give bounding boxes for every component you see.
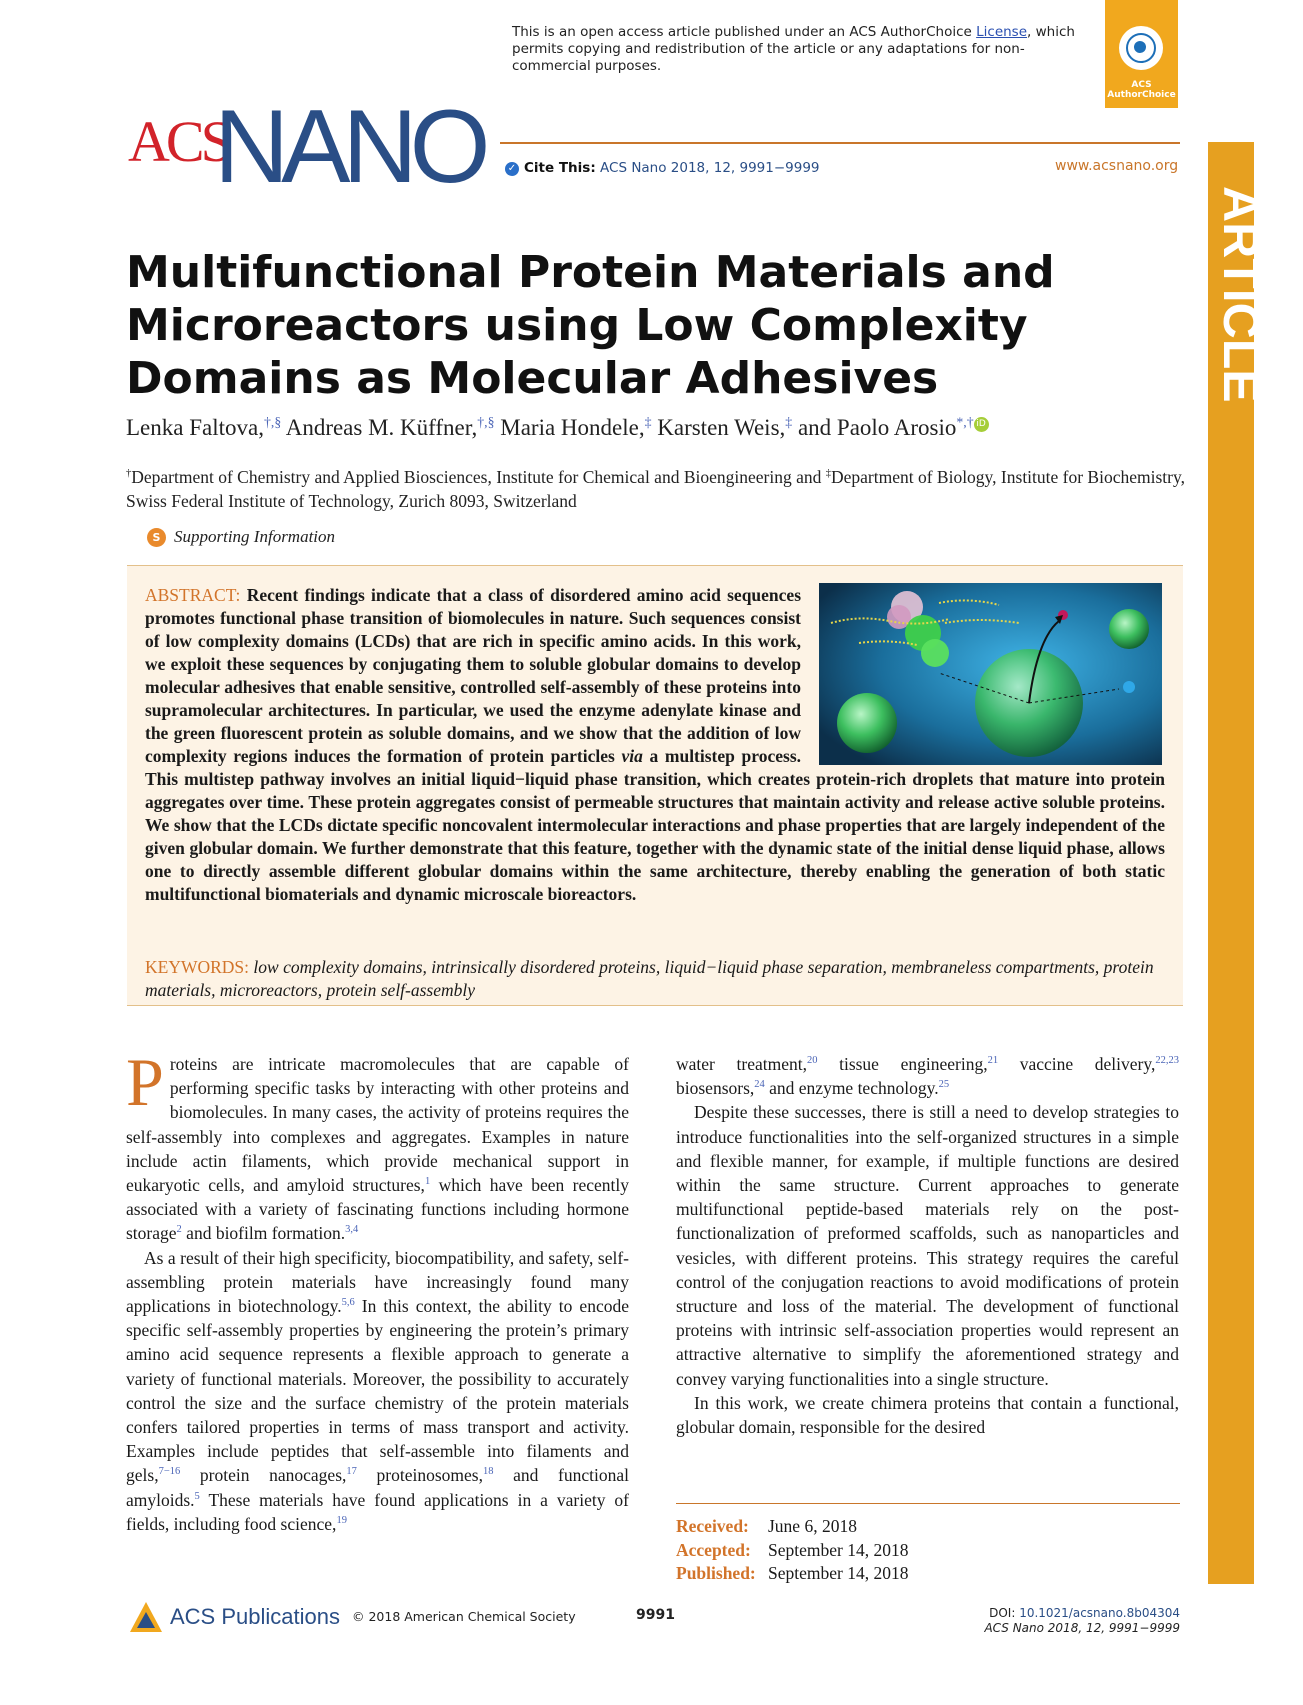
body-column-left: [126, 1044, 630, 1536]
drop-cap: P: [126, 1044, 164, 1120]
journal-logo: [128, 89, 508, 205]
citation[interactable]: 3,4: [345, 1224, 359, 1236]
body-text: proteinosomes,: [356, 1465, 483, 1486]
abstract-text: Recent findings indicate that a class of disordered amino acid sequences promotes functional phase transition of biomolecules in nature. Such sequences consist of low complexity domains (LCDs) that are rich in specific amino acids. In this work, we exploit these sequences by conjugating them to soluble globular domains to develop molecular adhesives that enable sensitive, controlled self-assembly of these proteins into supramolecular architectures. In particular, we used the enzyme adenylate kinase and the green fluorescent protein as soluble domains, and we show that the addition of low complexity regions induces the formation of protein particles: [145, 585, 802, 766]
header-rule: [500, 142, 1180, 144]
article-side-tab: [1208, 142, 1269, 1584]
history-dates: [676, 1515, 908, 1586]
cite-label: Cite This:: [524, 160, 596, 176]
toc-graphic: [819, 583, 1162, 765]
cite-reference: ACS Nano 2018, 12, 9991−9999: [600, 160, 820, 176]
dates-rule: [676, 1503, 1180, 1504]
citation[interactable]: 5: [194, 1490, 200, 1502]
doi-block: [900, 1606, 1180, 1636]
supporting-info-link[interactable]: Supporting Information: [174, 527, 336, 546]
body-text: and biofilm formation.: [181, 1223, 346, 1244]
affiliation-2: Department of Biology, Institute for Biochemistry, Swiss Federal Institute of Technology, Zurich 8093, Switzerland: [126, 467, 1185, 511]
date-value: September 14, 2018: [768, 1539, 909, 1560]
citation[interactable]: 21: [987, 1055, 999, 1067]
author-choice-icon: [1119, 26, 1163, 70]
author-name[interactable]: and Paolo Arosio: [797, 415, 957, 440]
body-text: As a result of their high specificity, biocompatibility, and safety, self-assembling protein materials have increasingly found many applications in biotechnology.: [126, 1247, 629, 1317]
open-access-text-2: , which permits copying and redistribution of the article or any adaptations for non-commercial purposes.: [512, 24, 1075, 74]
orcid-icon[interactable]: iD: [974, 417, 989, 432]
body-text: roteins are intricate macromolecules that are capable of performing specific tasks by interacting with other proteins and biomolecules. In many cases, the activity of proteins requires the self-assembly into complexes and aggregates. Examples in nature include actin filaments, which provide mechanical support in eukaryotic cells, and amyloid structures,: [126, 1054, 629, 1196]
date-label: Received:: [676, 1516, 749, 1536]
article-tab-label: ARTICLE: [1213, 186, 1269, 403]
body-text: water treatment,: [676, 1054, 807, 1074]
citation[interactable]: 22,23: [1155, 1055, 1179, 1067]
body-paragraph: In this work, we create chimera proteins that contain a functional, globular domain, responsible for the desired: [676, 1392, 1179, 1438]
author-affiliation-mark: *,†: [956, 414, 974, 430]
body-paragraph: [126, 1044, 629, 1246]
body-text: protein nanocages,: [180, 1465, 347, 1486]
body-paragraph: [126, 1246, 629, 1536]
citation[interactable]: 18: [482, 1466, 494, 1478]
author-affiliation-mark: ‡: [785, 414, 793, 430]
author-affiliation-mark: ‡: [644, 414, 652, 430]
date-row: [676, 1539, 908, 1563]
abstract-text-cont: a multistep process. This multistep pathway involves an initial liquid−liquid phase transition, which creates protein-rich droplets that mature into protein aggregates over time. These protein aggregates consist of permeable structures that maintain activity and release active soluble proteins. We show that the LCDs dictate specific noncovalent intermolecular interactions and phase properties that are largely independent of the given globular domain. We further demonstrate that this feature, together with the dynamic state of the initial dense liquid phase, allows one to directly assemble different globular domains within the same architecture, thereby enabling the generation of both static multifunctional biomaterials and dynamic microscale bioreactors.: [145, 746, 1165, 904]
supporting-info-icon[interactable]: S: [147, 528, 166, 547]
affiliation-1: Department of Chemistry and Applied Biosciences, Institute for Chemical and Bioengineering and: [131, 467, 826, 487]
body-paragraph: Despite these successes, there is still a need to develop strategies to introduce functionalities into the self-organized structures in a simple and flexible manner, for example, if multiple functions are desired within the same structure. Current approaches to generate multifunctional peptide-based materials rely on the post-functionalization of preformed scaffolds, such as nanoparticles and vesicles, with different proteins. This strategy requires the careful control of the conjugation reactions to avoid modifications of protein structure and loss of the material. The development of functional proteins with intrinsic self-association properties would represent an attractive alternative to simplify the aforementioned strategy and convey varying functionalities into a single structure.: [676, 1102, 1179, 1389]
substrate-molecule: [1123, 681, 1135, 693]
affiliations: †Department of Chemistry and Applied Biosciences, Institute for Chemical and Bioengineering and ‡Department of Biology, Institute for Biochemistry, Swiss Federal Institute of Technology, Zurich 8093, Switzerland: [126, 467, 1185, 511]
body-text: In this context, the ability to encode specific self-assembly properties by engineering the protein’s primary amino acid sequence represents a flexible approach to generate a variety of functional materials. Moreover, the possibility to accurately control the size and the surface chemistry of the protein materials confers tailored properties in terms of mass transport and activity. Examples include peptides that self-assemble into filaments and gels,: [126, 1296, 629, 1486]
date-value: September 14, 2018: [768, 1563, 909, 1583]
body-text: vaccine delivery,: [998, 1054, 1156, 1074]
keywords: [145, 956, 1165, 1002]
paper-title: Multifunctional Protein Materials and Microreactors using Low Complexity Domains as Molecular Adhesives: [126, 247, 1055, 404]
body-text: which have been recently associated with a variety of fascinating functions including hormone storage: [126, 1175, 629, 1244]
abstract-label: ABSTRACT:: [145, 585, 241, 605]
small-droplet-left: [837, 693, 897, 753]
cite-line[interactable]: [524, 160, 820, 176]
author-choice-label: ACS AuthorChoice: [1107, 80, 1176, 100]
author-list: [126, 415, 1186, 441]
abstract-italic: via: [621, 746, 643, 766]
author-name[interactable]: Maria Hondele,: [500, 415, 645, 440]
citation[interactable]: 20: [806, 1055, 818, 1067]
keywords-text: low complexity domains, intrinsically disordered proteins, liquid−liquid phase separation, membraneless compartments, protein materials, microreactors, protein self-assembly: [145, 957, 1154, 1000]
open-access-text-1: This is an open access article published under an ACS AuthorChoice: [512, 24, 977, 40]
body-text: biosensors,: [676, 1078, 755, 1099]
author-name[interactable]: Andreas M. Küffner,: [285, 415, 478, 440]
author-name[interactable]: Karsten Weis,: [657, 415, 786, 440]
citation[interactable]: 24: [754, 1079, 765, 1091]
small-droplet-right: [1109, 609, 1149, 649]
body-text: tissue engineering,: [817, 1054, 988, 1074]
date-value: June 6, 2018: [768, 1516, 857, 1536]
acs-publications-logo[interactable]: [126, 1598, 346, 1638]
citation[interactable]: 1: [424, 1176, 431, 1188]
date-label: Accepted:: [676, 1539, 751, 1560]
logo-acs: ACS: [128, 109, 229, 174]
body-text: and functional amyloids.: [126, 1465, 630, 1510]
journal-reference: ACS Nano 2018, 12, 9991−9999: [984, 1621, 1180, 1635]
page-number: 9991: [636, 1607, 675, 1623]
publisher-name: ACS Publications: [170, 1604, 340, 1629]
body-paragraph: [676, 1052, 1179, 1100]
acs-publications-icon: [128, 1600, 164, 1636]
copyright: © 2018 American Chemical Society: [352, 1609, 576, 1624]
citation[interactable]: 19: [336, 1515, 347, 1527]
author-choice-badge[interactable]: [1105, 0, 1178, 108]
license-link[interactable]: License: [976, 24, 1028, 40]
body-text: These materials have found applications in a variety of fields, including food science,: [126, 1489, 629, 1534]
citation[interactable]: 2: [176, 1224, 182, 1236]
logo-nano: NANO: [214, 89, 483, 205]
check-icon: ✓: [505, 162, 519, 176]
author-name[interactable]: Lenka Faltova,: [126, 415, 264, 440]
date-label: Published:: [676, 1563, 756, 1583]
citation[interactable]: 17: [346, 1466, 357, 1478]
journal-site-link[interactable]: www.acsnano.org: [1055, 158, 1179, 174]
citation[interactable]: 5,6: [341, 1297, 355, 1309]
citation[interactable]: 25: [938, 1079, 950, 1091]
author-affiliation-mark: †,§: [477, 414, 495, 430]
body-text: and enzyme technology.: [764, 1078, 939, 1099]
body-column-right: [676, 1052, 1179, 1439]
citation[interactable]: 7−16: [158, 1466, 181, 1478]
doi-link[interactable]: 10.1021/acsnano.8b04304: [1019, 1606, 1180, 1620]
date-row: [676, 1515, 908, 1539]
author-affiliation-mark: †,§: [263, 414, 282, 430]
keywords-label: KEYWORDS:: [145, 957, 250, 977]
date-row: [676, 1562, 908, 1586]
open-access-notice: [512, 24, 1082, 75]
doi-label: DOI:: [989, 1606, 1020, 1620]
